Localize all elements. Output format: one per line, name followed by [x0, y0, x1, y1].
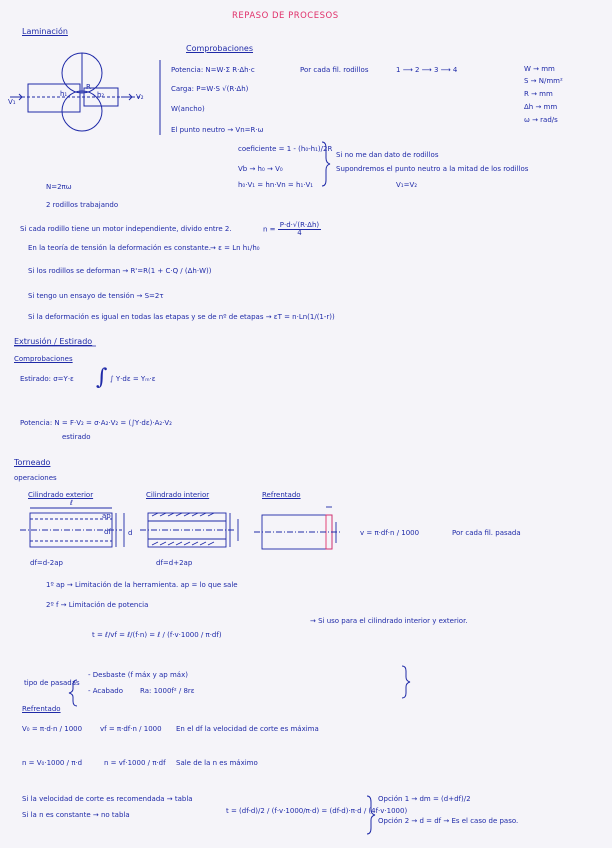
vr-formula: V₀ = π·d·n / 1000	[22, 725, 83, 733]
v-formula: v = π·df·n / 1000	[360, 529, 420, 537]
brace-4	[367, 796, 375, 834]
tipo-pasadas: tipo de pasadas	[24, 679, 80, 687]
h1-label: h₁	[60, 90, 68, 98]
rel-3: h₀·V₁ = hn·Vn = h₁·V₁	[238, 181, 314, 189]
n2-formula: n = vf·1000 / π·df	[104, 759, 166, 767]
n-rpm: N=2πω	[46, 183, 72, 191]
vf-formula: vf = π·df·n / 1000	[100, 725, 162, 733]
units-1: S → N/mm²	[524, 77, 563, 85]
point-1: 1º ap → Limitación de la herramienta. ap = lo que sale	[46, 581, 238, 589]
refrentado-heading: Refrentado	[22, 705, 61, 713]
v-note: Por cada fil. pasada	[452, 529, 521, 537]
note-1: Si no me dan dato de rodillos	[336, 151, 439, 159]
df-eq-2: df=d+2ap	[156, 559, 193, 567]
df-label: df	[104, 528, 111, 536]
option-1: Opción 1 → dm = (d+df)/2	[378, 795, 471, 803]
n1-formula: n = V₀·1000 / π·d	[22, 759, 83, 767]
rel-1: coeficiente = 1 - (h₀-h₁)/2R	[238, 145, 333, 153]
turning-diagram-int	[140, 513, 238, 547]
v1-label: V₁	[8, 98, 16, 106]
eps-formula: → ε = Ln h₁/h₀	[210, 244, 260, 252]
d-label: d	[128, 529, 133, 537]
last-1: Si la velocidad de corte es recomendada → tabla	[22, 795, 193, 803]
line-3: Si los rodillos se deforman → R'=R(1 + C·Q / (Δh·W))	[28, 267, 212, 275]
refrentado-label: Refrentado	[262, 491, 301, 499]
line-1: Si cada rodillo tiene un motor independiente, divido entre 2.	[20, 225, 232, 233]
note-2: Supondremos el punto neutro a la mitad de los rodillos	[336, 165, 529, 173]
workpiece-in	[28, 84, 80, 112]
option-2: Opción 2 → d = df → Es el caso de paso.	[378, 817, 519, 825]
ext-comp-heading: Comprobaciones	[14, 355, 73, 363]
line-2: En la teoría de tensión la deformación es constante.	[28, 244, 211, 252]
h2-label: h₂	[97, 91, 105, 99]
torn-ops: operaciones	[14, 474, 57, 482]
page-title: REPASO DE PROCESOS	[232, 11, 339, 21]
ext-row1: Estirado: σ=Y·ε	[20, 375, 74, 383]
df-eq-1: df=d-2ap	[30, 559, 63, 567]
tf-formula: t = (df-d)/2 / (f·v·1000/π·d) = (df-d)·π·d / (4f·v·1000)	[226, 807, 408, 815]
t-note: → Si uso para el cilindrado interior y exterior.	[310, 617, 468, 625]
ext-int: ∫ Y·dε = Yₘ·ε	[110, 375, 156, 383]
units-3: Δh → mm	[524, 103, 558, 111]
n-2-rodillos: 2 rodillos trabajando	[46, 201, 119, 209]
rel-2: Vb → h₀ → V₀	[238, 165, 283, 173]
desbaste: - Desbaste (f máx y ap máx)	[88, 671, 188, 679]
section-heading-laminacion: Laminación	[22, 27, 68, 36]
r-label: R	[86, 83, 91, 91]
ra-formula: Ra: 1000f² / 8rε	[140, 687, 195, 695]
section-heading-extrusion: Extrusión / Estirado	[14, 337, 93, 346]
cilindrado-int-label: Cilindrado interior	[146, 491, 210, 499]
lam-comp-heading: Comprobaciones	[186, 44, 254, 53]
lam-punto: El punto neutro → Vn=R·ω	[171, 126, 264, 134]
turning-diagram-ref	[254, 507, 340, 549]
svg-text:∫: ∫	[96, 365, 108, 390]
ext-row2b: estirado	[62, 433, 91, 441]
l-label: ℓ	[70, 499, 73, 507]
lam-w: W(ancho)	[171, 105, 205, 113]
lam-potencia-note: Por cada fil. rodillos	[300, 66, 369, 74]
point-2: 2º f → Limitación de potencia	[46, 601, 149, 609]
line-5: Si la deformación es igual en todas las etapas y se de nº de etapas → εT = n·Ln(1/(1-r))	[28, 313, 335, 321]
t-formula: t = ℓ/vf = ℓ/(f·n) = ℓ / (f·v·1000 / π·df)	[92, 631, 222, 639]
section-heading-torneado: Torneado	[14, 458, 51, 467]
v1v2: V₁=V₂	[396, 181, 418, 189]
ap-label: ap	[102, 512, 111, 520]
lam-carga: Carga: P=W·S √(R·Δh)	[171, 85, 249, 93]
units-2: R → mm	[524, 90, 553, 98]
vnote: En el df la velocidad de corte es máxima	[176, 725, 319, 733]
v2-label: V₂	[136, 93, 144, 101]
lam-potencia: Potencia: N=W·Σ R·Δh·c	[171, 66, 255, 74]
acabado: - Acabado	[88, 687, 124, 695]
chain: 1 ⟶ 2 ⟶ 3 ⟶ 4	[396, 66, 458, 74]
cilindrado-ext-label: Cilindrado exterior	[28, 491, 94, 499]
brace-2	[402, 666, 410, 698]
n-formula: n = $\frac{P\cdot d\cdot√(R\cdot\Delta h)}{4}$	[263, 221, 320, 237]
line-4: Si tengo un ensayo de tensión → S=2τ	[28, 292, 164, 300]
units-0: W → mm	[524, 65, 555, 73]
units-4: ω → rad/s	[524, 116, 558, 124]
ext-row2: Potencia: N = F·V₂ = σ·A₂·V₂ = (∫Y·dε)·A₂·V₂	[20, 419, 172, 427]
n2-note: Sale de la n es máximo	[176, 759, 258, 767]
last-2: Si la n es constante → no tabla	[22, 811, 130, 819]
rolling-diagram	[10, 53, 140, 131]
